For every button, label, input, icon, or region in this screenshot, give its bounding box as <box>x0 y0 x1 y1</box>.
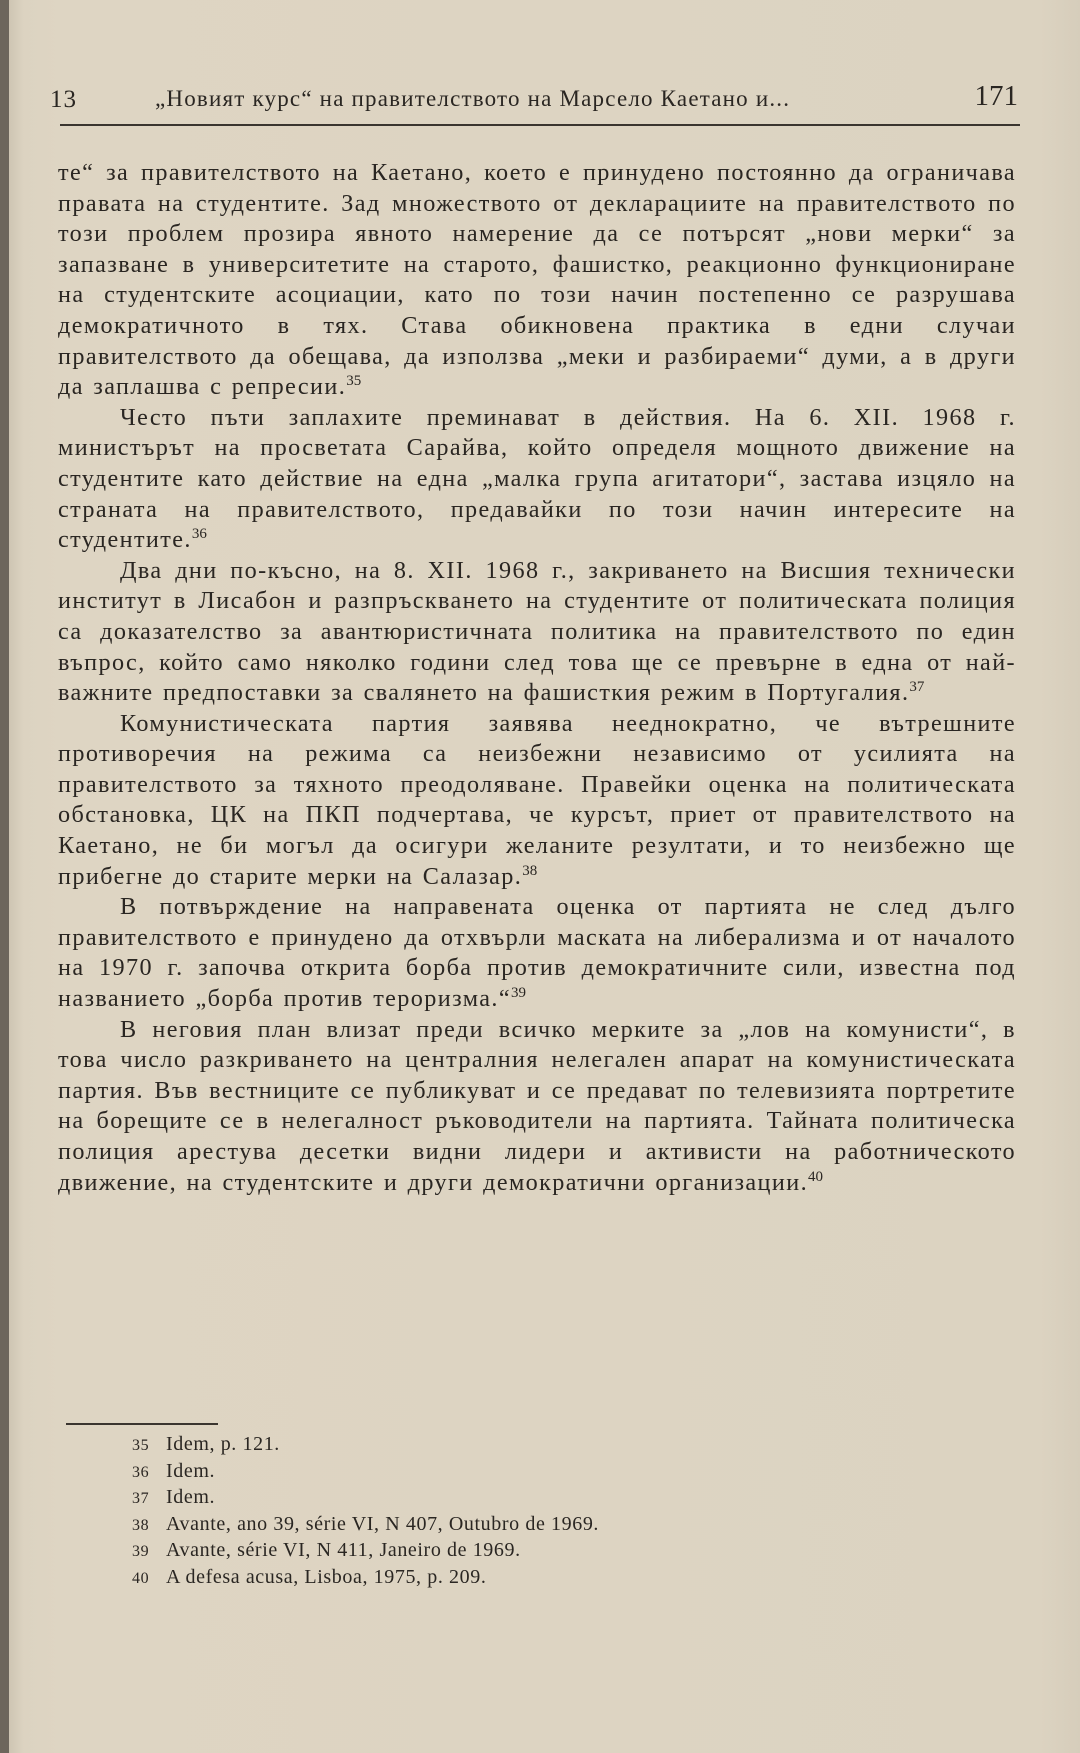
footnote-number: 35 <box>132 1437 150 1454</box>
footnote-text: Idem. <box>166 1486 216 1508</box>
footnote-text: Avante, ano 39, série VI, N 407, Outubro de 1969. <box>166 1512 600 1535</box>
paragraph: Често пъти заплахите преминават в действия. На 6. XII. 1968 г. министърът на просветата Сарайва, който определя мощното движение на студентите като действие на една „малка група агитатори“, застава изцяло на страната на правителството, предавайки по този начин интересите на студентите.$^{36}$ <box>58 403 1016 554</box>
footnote-number: 38 <box>132 1516 150 1534</box>
footnote-text: A defesa acusa, Lisboa, 1975, p. 209. <box>166 1565 487 1588</box>
footnote-reference: 38 <box>522 862 538 879</box>
footnote-item <box>132 1459 932 1486</box>
footnote-reference: 37 <box>909 679 925 696</box>
body-text <box>58 158 1016 1198</box>
paragraph: В неговия план влизат преди всичко мерките за „лов на комунисти“, в това число разкриването на централния нелегален апарат на комунистическата партия. Във вестниците се публикуват и се предават по телевизията портретите на борещите се в нелегалност ръководители на партията. Тайната политическа полиция арестува десетки видни лидери и активисти на работническото движение, на студентските и други демократични организации.$^{40}$ <box>58 1015 1016 1196</box>
footnote-number: 40 <box>132 1569 150 1587</box>
footnote-number: 36 <box>132 1463 150 1481</box>
page-header <box>50 80 1020 124</box>
footnote-number: 37 <box>132 1490 150 1507</box>
paragraph: Два дни по-късно, на 8. XII. 1968 г., закриването на Висшия технически институт в Лисабон и разпръскването на студентите от политическата полиция са доказателство за авантюристичната политика на правителството по един въпрос, който само няколко години след това ще се превърне в една от най-важните предпоставки за свалянето на фашисткия режим в Португалия.$^{37}$ <box>58 556 1016 707</box>
footnote-text: Idem. <box>166 1459 216 1482</box>
footnote-reference: 40 <box>808 1168 824 1185</box>
paragraph: Комунистическата партия заявява нееднократно, че вътрешните противоречия на режима са неизбежни независимо от усилията на правителството за тяхното преодоляване. Правейки оценка на политическата обстановка, ЦК на ПКП подчертава, че курсът, приет от правителството на Каетано, не би могъл да осигури желаните резултати, и то неизбежно ще прибегне до старите мерки на Салазар.$^{38}$ <box>58 709 1016 890</box>
footnote-reference: 35 <box>346 373 362 390</box>
footnote-item <box>132 1538 932 1565</box>
footnote-text: Idem, p. 121. <box>166 1433 280 1455</box>
footnote-separator <box>66 1423 218 1425</box>
footnote-item <box>132 1485 932 1512</box>
footnote-reference: 39 <box>511 985 527 1002</box>
paragraph: В потвърждение на направената оценка от партията не след дълго правителството е принудено да отхвърли маската на либерализма и от началото на 1970 г. започва открита борба против демократичните сили, известна под названието „борба против тероризма.“$^{39}$ <box>58 893 1016 1013</box>
page-number: 171 <box>974 80 1018 112</box>
footnote-item <box>132 1432 932 1459</box>
running-title: „Новият курс“ на правителството на Марсело Каетано и... <box>155 86 791 111</box>
book-spine-edge <box>0 0 9 1753</box>
header-rule <box>60 124 1020 126</box>
footnote-number: 39 <box>132 1543 150 1560</box>
chapter-number: 13 <box>50 86 77 113</box>
paragraph: те“ за правителството на Каетано, което е принудено постоянно да ограничава правата на студентите. Зад множеството от декларациите на правителството по този проблем прозира явното намерение да се потърсят „нови мерки“ за запазване в университетите на старото, фашистко, реакционно функциониране на студентските асоциации, като по този начин постепенно се разрушава демократичното в тях. Става обикновена практика в едни случаи правителството да обещава, да използва „меки и разбираеми“ думи, а в други да заплашва с репресии.$^{35}$ <box>58 159 1016 401</box>
footnote-reference: 36 <box>191 526 207 543</box>
footnotes <box>132 1432 932 1591</box>
footnote-text: Avante, série VI, N 411, Janeiro de 1969. <box>166 1539 521 1561</box>
footnote-item <box>132 1512 932 1539</box>
footnote-item <box>132 1565 932 1592</box>
